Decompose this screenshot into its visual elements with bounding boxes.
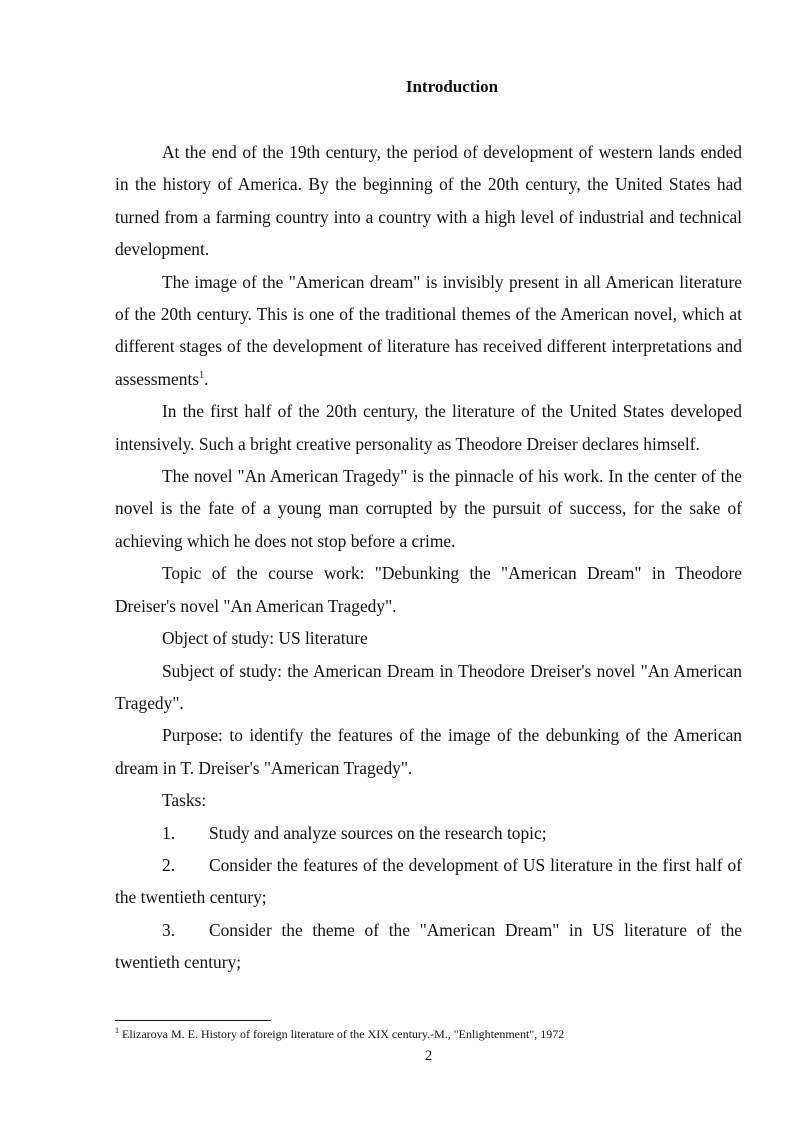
page-number-value: 2 xyxy=(424,1048,433,1064)
task-text: Consider the theme of the "American Dream" in US literature of the twentieth century; xyxy=(115,919,742,973)
footnote-marker: 1 xyxy=(115,1026,119,1035)
paragraph-object: Object of study: US literature xyxy=(162,628,368,649)
body-text xyxy=(115,136,742,979)
task-item xyxy=(115,817,742,849)
footnote-divider xyxy=(115,1020,271,1021)
task-item xyxy=(115,914,742,979)
paragraph-2-end: . xyxy=(204,368,209,389)
paragraph-topic: Topic of the course work: "Debunking the "American Dream" in Theodore Dreiser's novel "An American Tragedy". xyxy=(115,563,742,616)
paragraph-tasks-label: Tasks: xyxy=(162,790,207,811)
paragraph-subject: Subject of study: the American Dream in Theodore Dreiser's novel "An American Tragedy". xyxy=(115,660,742,713)
task-number: 1. xyxy=(162,822,176,843)
task-text: Study and analyze sources on the research topic; xyxy=(209,822,547,843)
paragraph-2-start: The image of the "American dream" is invisibly present in all American xyxy=(162,271,674,292)
task-text: Consider the features of the development of US literature in the first half of the twentieth century; xyxy=(115,854,742,908)
paragraph-purpose: Purpose: to identify the features of the image of the debunking of the American dream in T. Dreiser's "American Tragedy". xyxy=(115,725,742,778)
page-number xyxy=(115,1045,742,1067)
footnote xyxy=(115,1026,742,1042)
paragraph-3: In the first half of the 20th century, the literature of the United States developed intensively. Such a bright creative personality as Theodore Dreiser declares himself. xyxy=(115,401,742,454)
footnote-reference: 1 xyxy=(199,370,205,382)
paragraph-2-text: literature of the 20th century. This is one of the traditional themes of the American novel, which at different stages of the development of literature has received different interpretations and assessments xyxy=(115,271,742,389)
footnote-text: Elizarova M. E. History of foreign literature of the XIX century.-M., "Enlightenment", 1972 xyxy=(122,1027,565,1041)
task-item xyxy=(115,849,742,914)
paragraph-1: At the end of the 19th century, the period of development of western lands ended in the history of America. By the beginning of the 20th century, the United States had turned from a farming country into a country with a high level of industrial and technical development. xyxy=(115,142,742,260)
page-title: Introduction xyxy=(405,77,499,96)
task-number: 2. xyxy=(162,854,176,875)
task-number: 3. xyxy=(162,919,176,940)
paragraph-4: The novel "An American Tragedy" is the pinnacle of his work. In the center of the novel is the fate of a young man corrupted by the pursuit of success, for the sake of achieving which he does not stop before a crime. xyxy=(115,466,742,551)
paragraph-2 xyxy=(115,266,742,396)
